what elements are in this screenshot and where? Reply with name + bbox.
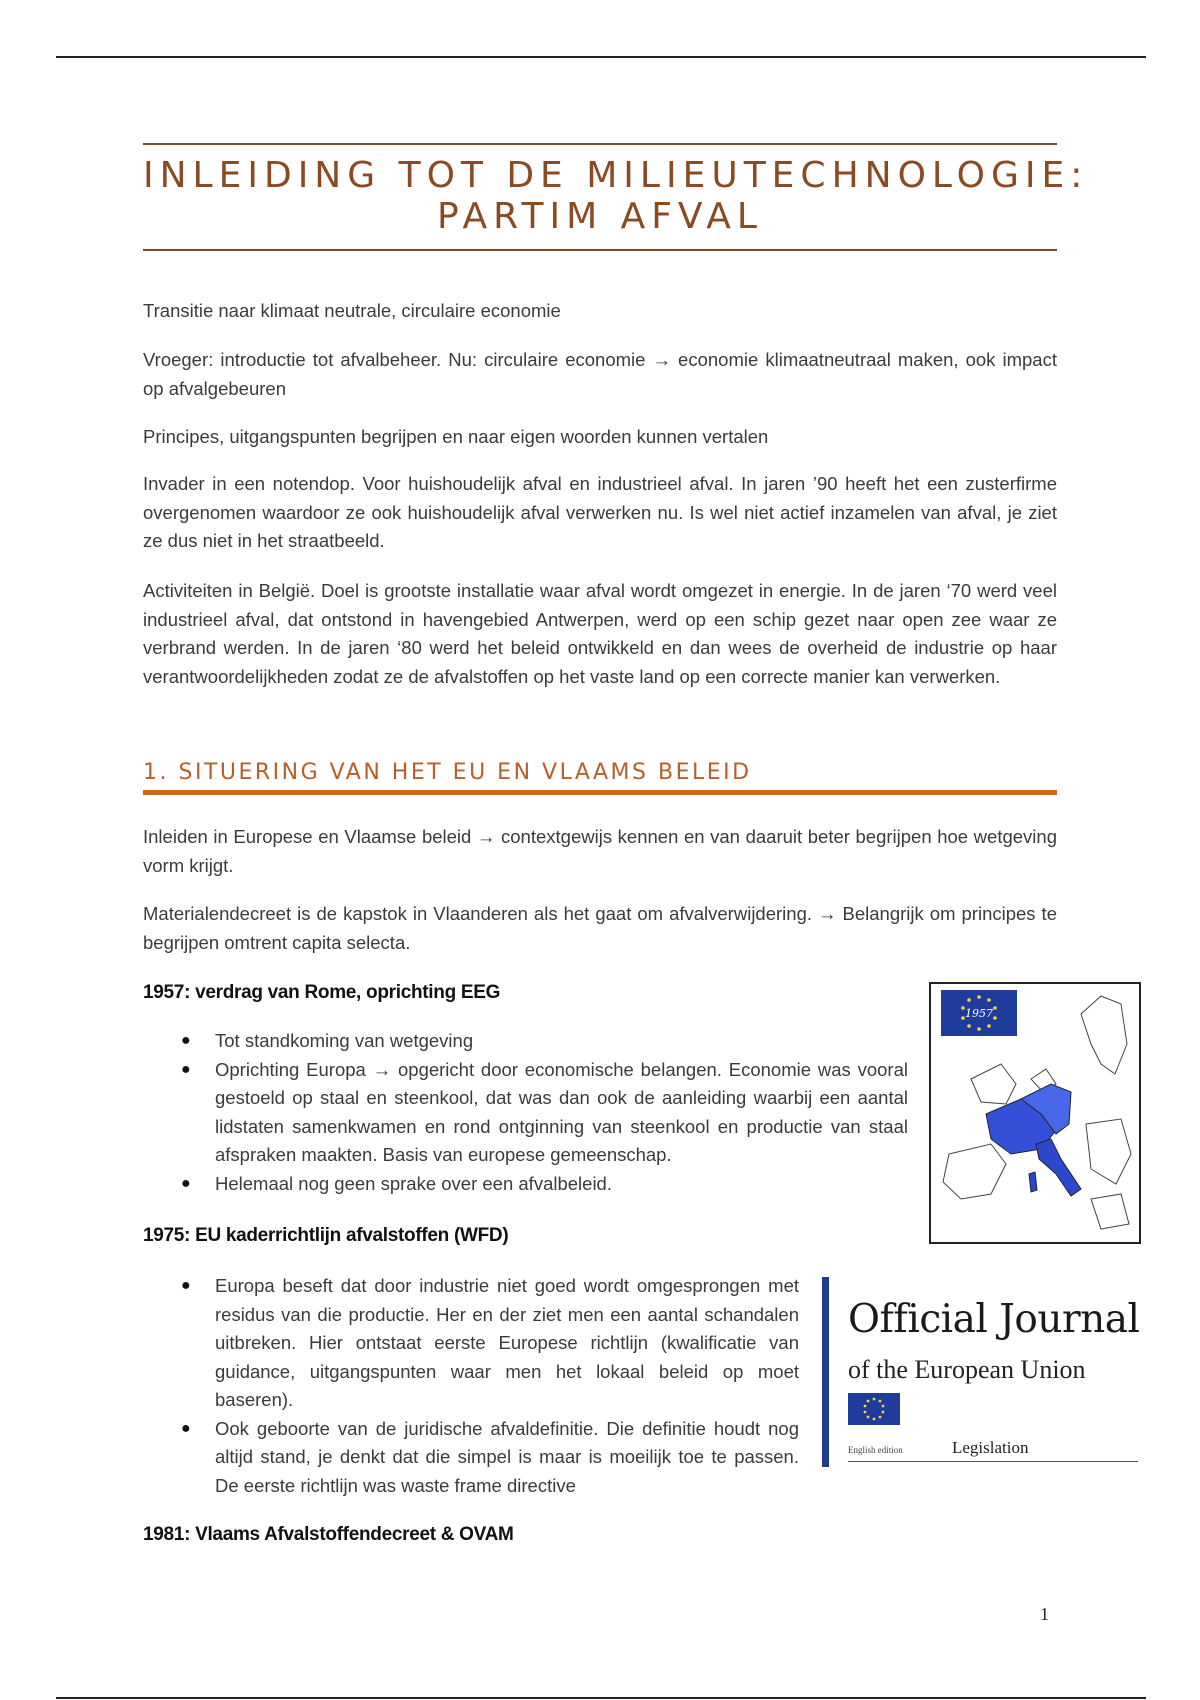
title-line-1: INLEIDING TOT DE MILIEUTECHNOLOGIE: xyxy=(143,155,1089,196)
europe-map-icon xyxy=(931,984,1139,1242)
section-heading-1: 1. SITUERING VAN HET EU EN VLAAMS BELEID xyxy=(143,760,1057,795)
bullet-icon: ● xyxy=(181,1277,191,1294)
bullet-icon: ● xyxy=(181,1060,191,1078)
journal-side-bar xyxy=(822,1277,829,1467)
bullet-icon: ● xyxy=(181,1032,191,1049)
document-title xyxy=(143,143,1089,251)
journal-divider xyxy=(848,1461,1138,1462)
bullet-list-1957 xyxy=(143,1027,908,1198)
list-item: ● Oprichting Europa → opgericht door economische belangen. Economie was vooral gestoeld op staal en steenkool, dat was dan ook de aanleiding waarbij een aantal lidstaten samenkwamen en rond ontginning van steenkool en productie van staal afspraken maakten. Basis van europese gemeenschap. xyxy=(143,1056,908,1170)
list-item: ● Ook geboorte van de juridische afvaldefinitie. Die definitie houdt nog altijd stand, je denkt dat die simpel is maar is moeilijk toe te passen. De eerste richtlijn was waste frame directive xyxy=(143,1415,799,1501)
page-bottom-rule xyxy=(56,1697,1146,1699)
bullet-list-1975 xyxy=(143,1272,799,1500)
bullet-icon: ● xyxy=(181,1174,191,1192)
journal-series: Legislation xyxy=(952,1438,1029,1457)
eec-1957-map-image xyxy=(929,982,1141,1244)
svg-text:1957: 1957 xyxy=(965,1007,993,1020)
journal-title: Official Journal xyxy=(848,1297,1140,1342)
subheading-1981: 1981: Vlaams Afvalstoffendecreet & OVAM xyxy=(143,1524,514,1545)
official-journal-image xyxy=(822,1275,1147,1470)
intro-paragraph-3: Principes, uitgangspunten begrijpen en naar eigen woorden kunnen vertalen xyxy=(143,426,769,447)
page-number: 1 xyxy=(1040,1604,1049,1624)
intro-paragraph-1: Transitie naar klimaat neutrale, circulaire economie xyxy=(143,300,561,321)
journal-subtitle: of the European Union xyxy=(848,1355,1086,1384)
intro-paragraph-5: Activiteiten in België. Doel is grootste installatie waar afval wordt omgezet in energie. In de jaren ‘70 werd veel industrieel afval, dat ontstond in havengebied Antwerpen, werd op een schip gezet naar open zee waar ze verbrand werden. In de jaren ‘80 werd het beleid ontwikkeld en dan wees de overheid de industrie op haar verantwoordelijkheden zodat ze de afvalstoffen op het vaste land op een correcte manier kan verwerken. xyxy=(143,580,1057,687)
section1-paragraph-2: Materialendecreet is de kapstok in Vlaanderen als het gaat om afvalverwijdering. → Belangrijk om principes te begrijpen omtrent capita selecta. xyxy=(143,903,1057,953)
subheading-1975: 1975: EU kaderrichtlijn afvalstoffen (WFD) xyxy=(143,1225,509,1246)
journal-edition: English edition xyxy=(848,1445,903,1455)
subheading-1957: 1957: verdrag van Rome, oprichting EEG xyxy=(143,982,501,1003)
list-item: ● Helemaal nog geen sprake over een afvalbeleid. xyxy=(143,1170,908,1199)
intro-paragraph-4: Invader in een notendop. Voor huishoudelijk afval en industrieel afval. In jaren ’90 heeft het een zusterfirme overgenomen waardoor ze ook huishoudelijk afval verwerken nu. Is wel niet actief inzamelen van afval, je ziet ze dus niet in het straatbeeld. xyxy=(143,473,1057,551)
intro-paragraph-2: Vroeger: introductie tot afvalbeheer. Nu: circulaire economie → economie klimaatneutraal maken, ook impact op afvalgebeuren xyxy=(143,349,1057,399)
page-top-rule xyxy=(56,56,1146,58)
eu-flag-icon xyxy=(848,1393,900,1425)
list-item: ● Europa beseft dat door industrie niet goed wordt omgesprongen met residus van die productie. Her en der ziet men een aantal schandalen uitbreken. Hier ontstaat eerste Europese richtlijn (kwalificatie van guidance, uitgangspunten waar men het lokaal beleid op moet baseren). xyxy=(143,1272,799,1415)
bullet-icon: ● xyxy=(181,1419,191,1437)
section1-paragraph-1: Inleiden in Europese en Vlaamse beleid → contextgewijs kennen en van daaruit beter begrijpen hoe wetgeving vorm krijgt. xyxy=(143,826,1057,876)
list-item: ● Tot standkoming van wetgeving xyxy=(143,1027,908,1056)
title-line-2: PARTIM AFVAL xyxy=(437,196,763,237)
